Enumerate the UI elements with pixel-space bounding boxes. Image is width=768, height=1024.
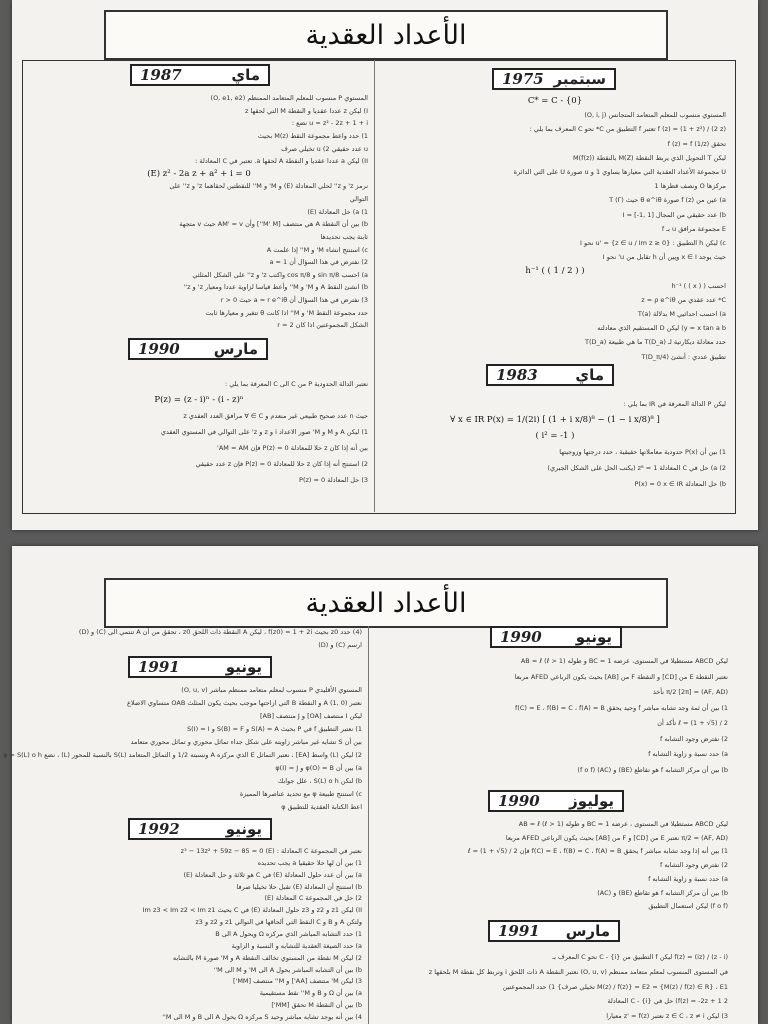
exam-session-header	[130, 64, 270, 86]
formula-line: h⁻¹ ( ( 1 / 2 ) )	[525, 266, 585, 277]
text-line: ليكن ABCD مستطيلا في المستوى ، عرضه BC = 1 و طوله AB = ℓ (ℓ > 1)	[518, 820, 728, 828]
text-line: التوالي	[349, 195, 368, 203]
text-line: 1) حدد واعط مجموعة النقط M(z) بحيث	[257, 131, 368, 140]
formula-line: C* = C - {0}	[527, 96, 583, 106]
text-line: المستوي الأقليدي P منسوب لمعلم متعامد ممنظم مباشر (O, u, v)	[181, 686, 362, 694]
exam-session-header	[492, 68, 616, 90]
page-title: الأعداد العقدية	[104, 10, 668, 60]
column-divider	[368, 626, 369, 1024]
text-line: المستوي منسوب للمعلم المتعامد المتجانس (O, i, j)	[584, 111, 726, 120]
text-line: a) حدد الصيغة العقدية للتشابه و النسبة و الزاوية	[231, 941, 362, 950]
worksheet-page-1	[12, 0, 758, 530]
text-line: 2) نفترض في هذا السؤال أن a = 1	[269, 258, 368, 267]
exam-month: يونيو	[225, 658, 262, 676]
column-divider	[374, 60, 375, 512]
formula-line: ( i² = -1 )	[535, 431, 575, 441]
exercise-text	[30, 626, 362, 652]
text-line: 2) نفترض وجود التشابه f	[660, 861, 728, 870]
text-line: 3) حل المعادلة P(z) = 0	[299, 476, 368, 484]
text-line: نرمز z' و z'' لحلي المعادلة (E) و M' و M'' للنقطتين لحقاهما z' و z'' على	[169, 182, 368, 191]
text-line: b) بين أن مركز التشابه f هو تقاطع (BE) و (AC)	[597, 888, 728, 897]
text-line: II) ليكن z1 و z2 و z3 حلول المعادلة (E) في C بحيث Im z3 < Im z2 < Im z1	[142, 906, 362, 915]
text-line: a) احسب sin π/8 و cos π/8 واكتب z' و z'' على الشكل المثلثي	[192, 270, 368, 279]
text-line: b) بين أن التشابه المباشر يحول A الى M' و M الى M''	[213, 965, 362, 974]
exam-year: 1990	[498, 792, 540, 810]
text-line: 2) ليكن (L) واسط [EA] ، نعتبر التماثل E الذي مركزه A ونسبته 1/2 و التماثل المتعامد S(L) بالنسبة للمحور (L) ، نضع φ = S(L) o h	[3, 751, 362, 759]
text-line: حدد معادلة ديكارتية لـ T(D_a) ما هي طبيعة T(D_a)	[585, 338, 726, 347]
exam-month: مارس	[565, 922, 610, 940]
text-line: f (z) = (1 + z²) / (2 z) تعتبر f التطبيق من C* نحو C المعرف بما يلي :	[529, 125, 726, 134]
exercise-text	[30, 376, 368, 506]
text-line: 1) نعتبر التطبيق f في P بحيث S(A) = A و S(B) = F و S(I) = I	[187, 725, 362, 733]
text-line: y = x tan a b) ليكن D المستقيم الذي معادلته	[597, 324, 726, 333]
text-line: E2 = {M(z) / f(z) ∈ R} ، E1 = {M(z) / f(z) تخيلي صرف} 1) حدد المجموعتين	[502, 982, 728, 991]
exercise-text	[378, 950, 728, 1024]
text-line: a) بين أن عدد حلول المعادلة (E) في C هو ثلاثة و حل المعادلة (E)	[183, 870, 362, 879]
text-line: ليكن T التحويل الذي يربط النقطة M(Z) بالنقطة M(f(z))	[573, 153, 726, 162]
text-line: (AF, AD) = π/2 [2π] نأخذ	[652, 688, 728, 696]
text-line: (f o f) ليكن استعمال التطبيق	[648, 902, 728, 911]
exercise-text	[30, 92, 368, 332]
exam-session-header	[128, 338, 268, 360]
exam-month: سبتمبر	[553, 70, 606, 88]
text-line: 1) بين أنه إذا وجد تشابه مباشر f يحقق f(C) = E ، f(B) = C ، f(A) = B فإن ℓ = (1 + √5) / 2	[467, 847, 728, 856]
text-line: تحقق f (z) = f (1/z)	[667, 139, 726, 148]
text-line: a) بين أن Ω و B و M'' نقط مستقيمية	[259, 989, 362, 998]
text-line: a) عين من (z) f صورة θ e^iθ حيث T (Γ)	[609, 196, 726, 205]
exam-month: يونيو	[225, 820, 262, 838]
text-line: b) عدد حقيقي من المجال I = [-1, 1]	[622, 210, 726, 219]
text-line: حيث يوجد x ∈ I ويين أن h تقابل من u' نحو I	[602, 253, 726, 262]
text-line: 1) بين أن P(x) حدودية معاملاتها حقيقية ، حدد درجتها وزوجيتها	[559, 448, 726, 456]
text-line: 2) ليكن M نقطة من المستوي تخالف النقطة A و M' صورة M بالتشابه	[172, 953, 362, 962]
exam-year: 1975	[502, 70, 544, 88]
text-line: 2) استنتج أنه إذا كان z حلا للمعادلة P(z) = 0 فإن z عدد حقيقي	[195, 460, 368, 468]
text-line: ولتكن A و B و C النقط التي ألحاقها في التوالي z1 و z2 و z3	[195, 918, 362, 927]
text-line: حدد مجموعة النقط M' و M'' اذا كانت θ تتغير و معيارها ثابت	[205, 308, 368, 317]
text-line: في المستوى المنسوب لمعلم متعامد ممنظم (O, u, v) نعتبر النقطة A ذات اللحق i ونربط كل نقطة M بلحقها z	[428, 967, 728, 976]
worksheet-page-2	[3, 546, 758, 1024]
text-line: 2) a) حل في C المعادلة z⁸ = 1 (يكتب الحل على الشكل الجبري)	[547, 464, 726, 472]
text-line: مركزها O ونصف قطرها 1	[654, 182, 726, 191]
text-line: (AF, AD) = π/2 نعتبر E من [CD] و F من [AB] بحيث يكون الرباعي AFED مربعا	[505, 833, 728, 842]
text-line: ارسم (C) و (D)	[318, 641, 362, 649]
exam-month: ماي	[575, 366, 604, 384]
text-line: f(z) = (iz) / (z - i) ليكن f التطبيق من C - {i} نحو C المعرف بـ	[552, 953, 728, 961]
text-line: تطبيق عددي : أنشئ T(D_π/4)	[641, 352, 726, 361]
text-line: b) بين أن النقطة M تحقق [MM']	[271, 1001, 362, 1010]
exam-month: ماي	[231, 66, 260, 84]
text-line: ليكن P الدالة المعرفة في IR بما يلي :	[623, 400, 726, 408]
exercise-text	[30, 846, 362, 1024]
text-line: الشكل المجموعتين اذا كان r = 2	[277, 321, 368, 330]
exam-session-header	[128, 818, 272, 840]
text-line: احسب h⁻¹ ( ( x ) )	[671, 281, 726, 290]
text-line: U مجموعة الأعداد العقدية التي معيارها يساوي 1 و u صورة U على التي الدائرة	[513, 168, 726, 177]
text-line: نعتبر الدالة الحدودية P من C الى C المعرفة بما يلي :	[224, 380, 368, 388]
text-line: c) استنتج طبيعة φ مع تحديد عناصرها المميزة	[239, 790, 362, 798]
formula-line: (E) z² - 2a z + a² + i = 0	[147, 168, 251, 179]
text-line: a) حدد نسبة و زاوية التشابه f	[648, 874, 728, 883]
exam-year: 1990	[500, 628, 542, 646]
text-line: c) ليكن h التطبيق : u' = {z ∈ u / Im z ≥ 0} نحو I	[580, 239, 726, 248]
text-line: 1) بين أن لها حلا حقيقيا a يجب تحديده	[257, 858, 362, 867]
text-line: ثابتة يجب تحديدها	[320, 232, 368, 241]
text-line: حيث n عدد صحيح طبيعي غير منعدم و Ɐ ∈ C مرافق العدد العقدي z	[183, 412, 368, 420]
text-line: b) استنتج أن المعادلة (E) تقبل حلا تخيليا صرفا	[236, 882, 362, 891]
text-line: اعط الكتابة العقدية للتطبيق φ	[281, 803, 362, 811]
text-line: c) استنتج انشاء M' و M'' إذا علمت A	[266, 245, 368, 254]
text-line: b) حل المعادلة P(x) = 0 x ∈ IR	[634, 480, 726, 488]
exam-year: 1992	[138, 820, 180, 838]
exercise-text	[3, 684, 362, 814]
text-line: (4) حدد z0 بحيث f(z0) = 1 + 2i ، ليكن A النقطة ذات اللحق z0 ، تحقق من أن A تنتمي الى (C) و (D)	[78, 628, 362, 636]
text-line: 1) بين أن ثمة وجد تشابه مباشر f وحيد يحقق f(C) = E ، f(B) = C ، f(A) = B	[515, 703, 728, 712]
text-line: 1) حدد التشابه المباشر الذي مركزه Ω ويحول A الى B	[215, 930, 362, 939]
text-line: ليكن ABCD مستطيلا في المستوى، عرضه BC = 1 و طوله AB = ℓ (ℓ > 1)	[520, 657, 728, 665]
text-line: I) ليكن z عددا عقديا و النقطة M التي لحقها z	[244, 106, 368, 115]
text-line: 3) نفترض في هذا السؤال أن a = r e^iθ حيث 0 < r	[220, 296, 368, 304]
exam-year: 1983	[496, 366, 538, 384]
formula-line: ∀ x ∈ IR P(x) = 1/(2i) [ (1 + i x/8)⁸ − (1 − i x/8)⁸ ]	[450, 415, 660, 425]
text-line: 1) ليكن A و M و M' صور الاعداد i و z و z' على التوالي في المستوي العقدي	[160, 428, 368, 436]
text-line: f(z) = -2z + 1 2) حل في C - {i} المعادلة	[607, 997, 728, 1006]
exam-year: 1991	[138, 658, 180, 676]
exam-month: يوليوز	[569, 792, 614, 810]
exercise-text	[378, 654, 728, 778]
text-line: a) بين أن φ(O) = B و φ(I) = J	[275, 764, 362, 772]
text-line: بين أن S تشابه غير مباشر زاويته على شكل جداء تماثل محوري و تماثل محوري متعامد	[130, 738, 362, 746]
text-line: نعتبر النقطة E من [CD] و النقطة F من [AB] بحيث يكون الرباعي AFED مربعا	[514, 672, 728, 681]
text-line: نعتبر A (1, 0) و النقطة B التي ازاحتها موجب بحيث يكون المثلث OAB متساوي الاضلاع	[127, 699, 362, 707]
text-line: u عدد حقيقي u (2 تخيلي صرف	[281, 144, 368, 153]
text-line: II) ليكن a عددا عقديا و النقطة A لحقها a. تعتبر في C المعادلة :	[195, 157, 368, 166]
text-line: 2) حل في المجموعة C المعادلة (E)	[264, 894, 362, 903]
exam-year: 1987	[140, 66, 182, 84]
exam-session-header	[488, 920, 620, 942]
text-line: 1) a) حل المعادلة (E)	[307, 207, 368, 216]
page-title: الأعداد العقدية	[104, 578, 668, 628]
exercise-text	[378, 818, 728, 914]
exam-year: 1990	[138, 340, 180, 358]
text-line: E مجموعة مرافق u بـ f	[661, 224, 726, 233]
formula-line: P(z) = (z - i)ⁿ - (i - z)ⁿ	[154, 395, 244, 405]
text-line: 4) بين أنه يوجد تشابه مباشر وحيد S مركزه Ω يحول A الى B و M الى M''	[162, 1013, 362, 1022]
text-line: C* عدد عقدي من z = ρ e^iθ	[641, 295, 726, 304]
exam-month: يونيو	[575, 628, 612, 646]
text-line: ليكن I منتصف [OA] و J منتصف [AB]	[259, 712, 362, 720]
text-line: بين أنه إذا كان z حلا للمعادلة P(z) = 0 فإن AM = AM'	[217, 444, 368, 452]
text-line: ℓ = (1 + √5) / 2 تأكد أن	[657, 719, 728, 727]
text-line: b) بين أن النقطة A هي منتصف [M' M''] وأن AM' = v حيث v متجهة	[179, 220, 368, 229]
text-line: u = z² - 2z + 1 + i نضع :	[291, 119, 368, 128]
text-line: b) لتكن S(L) o h ، علل جوابك	[277, 777, 362, 785]
exam-session-header	[486, 364, 614, 386]
exercise-text	[384, 396, 726, 508]
text-line: نعتبر في المجموعة C المعادلة : (E) z³ − 13z² + 59z − 85 = 0	[180, 847, 362, 855]
text-line: 3) ليكن z ∈ C ، z ≠ i نعتبر z' = f(z) معيارا	[606, 1012, 728, 1021]
exercise-text	[384, 94, 726, 364]
text-line: 2) نفترض وجود التشابه f	[660, 734, 728, 743]
text-line: المستوي P منسوب للمعلم المتعامد الممنظم (O, e1, e2)	[210, 94, 368, 102]
exam-year: 1991	[498, 922, 540, 940]
text-line: a) حدد نسبة و زاوية التشابه f	[648, 750, 728, 758]
text-line: b) انشئ النقط A و M' و M'' وأعط قياسا لزاوية عددا ومعيار z' و z''	[183, 283, 368, 292]
text-line: 3) ليكن M' منتصف [AA'] و M'' منتصف [MM']	[233, 977, 362, 986]
exam-session-header	[128, 656, 272, 678]
exam-session-header	[488, 790, 624, 812]
exam-session-header	[490, 626, 622, 648]
exam-month: مارس	[213, 340, 258, 358]
text-line: b) بين أن مركز التشابه f هو تقاطع (BE) و (AC) (f o f)	[577, 765, 728, 774]
text-line: a) احسب احداثيي M بدلالة T(a)	[637, 310, 726, 319]
